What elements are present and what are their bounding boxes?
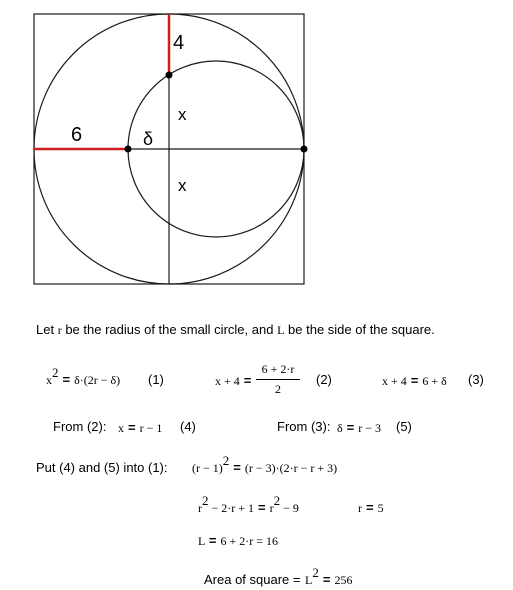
point-right (301, 146, 308, 153)
r-equals: = (366, 500, 374, 515)
area-label: Area of square = (204, 572, 301, 587)
equation-1 (46, 365, 121, 388)
eq2-denominator: 2 (275, 382, 281, 396)
sub-exponent: 2 (222, 453, 230, 468)
eq4-right: r − 1 (139, 421, 163, 435)
exp-c: r (269, 501, 274, 515)
intro-var-r: r (57, 323, 62, 337)
intro-text-b: be the radius of the small circle, and (65, 322, 274, 337)
eq2-number: (2) (316, 372, 332, 387)
r-right: 5 (377, 501, 384, 515)
eq1-equals: = (62, 372, 71, 387)
L-left: L (198, 534, 205, 548)
eq3-right: 6 + δ (422, 374, 447, 388)
exp-d: − 9 (283, 501, 299, 515)
L-right: 6 + 2·r = 16 (220, 534, 279, 548)
from-2-label: From (2): (53, 419, 107, 434)
eq5-right: r − 3 (358, 421, 382, 435)
eq1-exponent: 2 (52, 365, 59, 380)
sub-right: (r − 3)·(2·r − r + 3) (244, 461, 338, 475)
exp-equals: = (258, 500, 266, 515)
label-4: 4 (173, 32, 185, 54)
label-x-upper: x (178, 105, 187, 124)
eq3-left: x + 4 (382, 374, 407, 388)
point-left (125, 146, 132, 153)
r-left: r (358, 501, 362, 515)
eq2-equals: = (243, 373, 252, 388)
equation-2-left (215, 373, 252, 389)
label-x-lower: x (178, 176, 187, 195)
L-equals: = (208, 533, 217, 548)
eq1-right: δ·(2r − δ) (74, 373, 121, 387)
equation-5 (337, 420, 381, 436)
area-equals: = (322, 572, 331, 587)
intro-text-a: Let (36, 322, 55, 337)
sub-equals: = (233, 460, 241, 475)
area-value: 256 (334, 573, 353, 587)
eq5-equals: = (346, 420, 355, 435)
substitution-equation (192, 453, 338, 476)
L-equation (198, 533, 278, 549)
eq5-number: (5) (396, 419, 412, 434)
exp-c-power: 2 (273, 493, 281, 508)
eq4-equals: = (128, 420, 136, 435)
area-equation (305, 565, 353, 588)
exp-a: r (198, 501, 202, 515)
eq5-left: δ (337, 421, 343, 435)
eq3-equals: = (410, 373, 419, 388)
area-power: 2 (312, 565, 319, 580)
intro-line (36, 322, 435, 338)
sub-left: (r − 1) (192, 461, 223, 475)
exp-a-power: 2 (202, 493, 209, 508)
area-L: L (305, 573, 313, 587)
intro-text-c: be the side of the square. (288, 322, 435, 337)
equation-3 (382, 373, 447, 389)
eq2-fraction (256, 362, 300, 397)
eq4-number: (4) (180, 419, 196, 434)
eq2-numerator: 6 + 2·r (256, 362, 300, 380)
label-6: 6 (71, 124, 83, 146)
eq3-number: (3) (468, 372, 484, 387)
exp-b: − 2·r + 1 (211, 501, 255, 515)
substitution-label: Put (4) and (5) into (1): (36, 460, 168, 475)
r-result (358, 500, 384, 516)
eq2-left: x + 4 (215, 374, 240, 388)
from-3-label: From (3): (277, 419, 331, 434)
expanded-equation (198, 493, 299, 516)
intro-var-L: L (277, 323, 285, 337)
equation-4 (118, 420, 162, 436)
eq4-left: x (118, 421, 124, 435)
eq1-left: x (46, 373, 52, 387)
point-top (166, 72, 173, 79)
label-delta: δ (143, 129, 154, 149)
eq1-number: (1) (148, 372, 164, 387)
